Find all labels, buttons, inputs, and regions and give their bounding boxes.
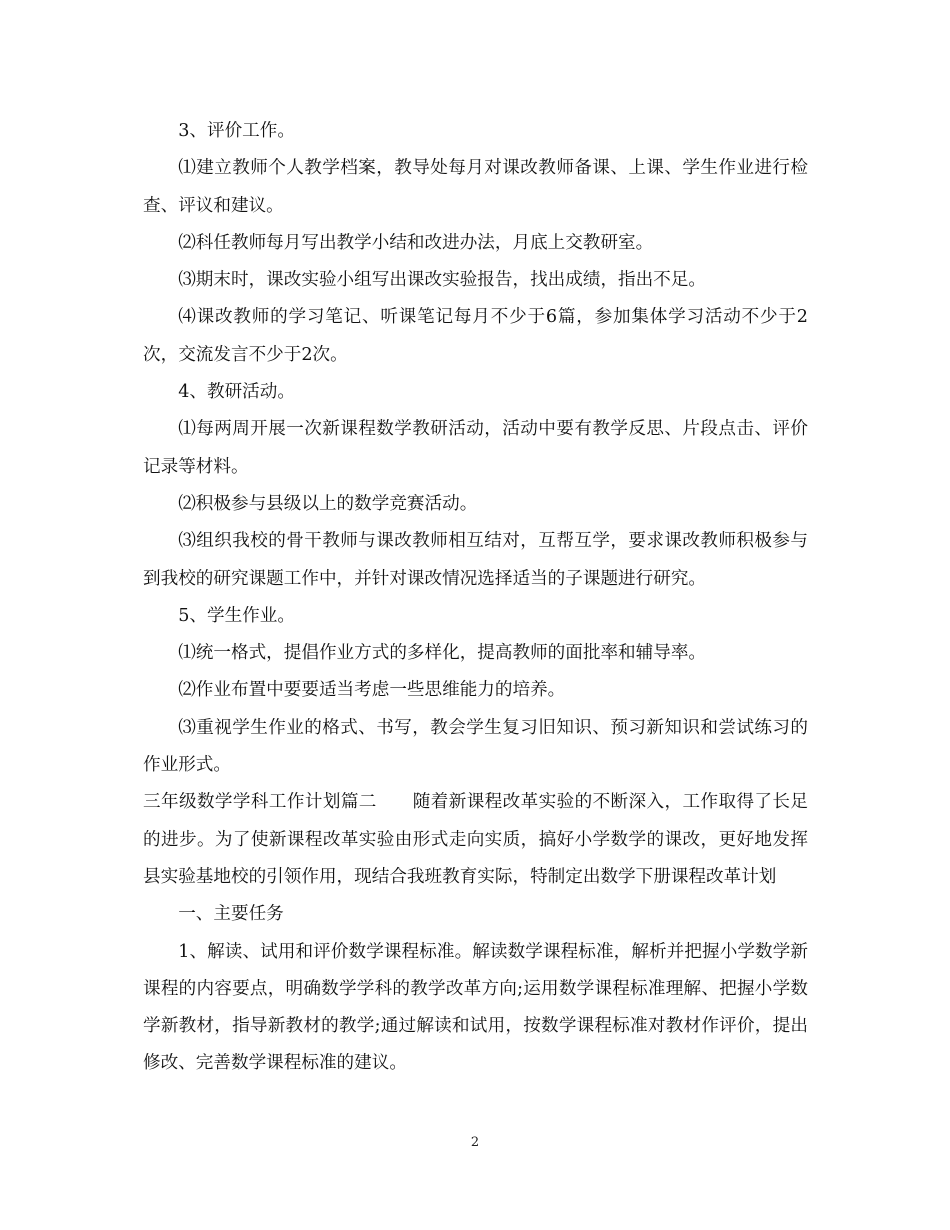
heading-student-homework: 5、学生作业。 <box>178 605 295 626</box>
heading-evaluation-work: 3、评价工作。 <box>178 121 295 141</box>
paragraph-curriculum-standards: 1、解读、试用和评价数学课程标准。解读数学课程标准，解析并把握小学数学新课程的内容要点，明确数学学科的教学改革方向;运用数学课程标准理解、把握小学数学新教材，指导新教材的教学;通过解读和试用，按数学课程标准对教材作评价，提出修改、完善数学课程标准的建议。 <box>143 941 808 1074</box>
paragraph-competition: ⑵积极参与县级以上的数学竞赛活动。 <box>178 493 478 514</box>
paragraph-teacher-pairing: ⑶组织我校的骨干教师与课改教师相互结对，互帮互学，要求课改教师积极参与到我校的研究课题工作中，并针对课改情况选择适当的子课题进行研究。 <box>143 531 808 589</box>
paragraph-monthly-summary: ⑵科任教师每月写出教学小结和改进办法，月底上交教研室。 <box>178 232 654 253</box>
paragraph-thinking-ability: ⑵作业布置中要要适当考虑一些思维能力的培养。 <box>178 680 566 701</box>
paragraph-plan-two-intro: 三年级数学学科工作计划篇二 随着新课程改革实验的不断深入，工作取得了长足的进步。为了使新课程改革实验由形式走向实质，搞好小学数学的课改，更好地发挥县实验基地校的引领作用，现结合我班教育实际，特制定出数学下册课程改革计划 <box>143 792 808 887</box>
paragraph-homework-format: ⑶重视学生作业的格式、书写，教会学生复习旧知识、预习新知识和尝试练习的作业形式。 <box>143 717 808 776</box>
heading-main-tasks: 一、主要任务 <box>178 904 284 925</box>
paragraph-biweekly-research: ⑴每两周开展一次新课程数学教研活动，活动中要有教学反思、片段点击、评价记录等材料。 <box>143 419 808 477</box>
paragraph-final-report: ⑶期末时，课改实验小组写出课改实验报告，找出成绩，指出不足。 <box>178 270 707 291</box>
page-number: 2 <box>470 1135 480 1150</box>
document-body <box>143 113 808 1083</box>
paragraph-study-notes: ⑷课改教师的学习笔记、听课笔记每月不少于6篇，参加集体学习活动不少于2次，交流发言不少于2次。 <box>143 307 808 365</box>
paragraph-unified-format: ⑴统一格式，提倡作业方式的多样化，提高教师的面批率和辅导率。 <box>178 643 707 664</box>
paragraph-teaching-archive: ⑴建立教师个人教学档案，教导处每月对课改教师备课、上课、学生作业进行检查、评议和建议。 <box>143 158 808 216</box>
heading-teaching-research: 4、教研活动。 <box>178 382 295 403</box>
